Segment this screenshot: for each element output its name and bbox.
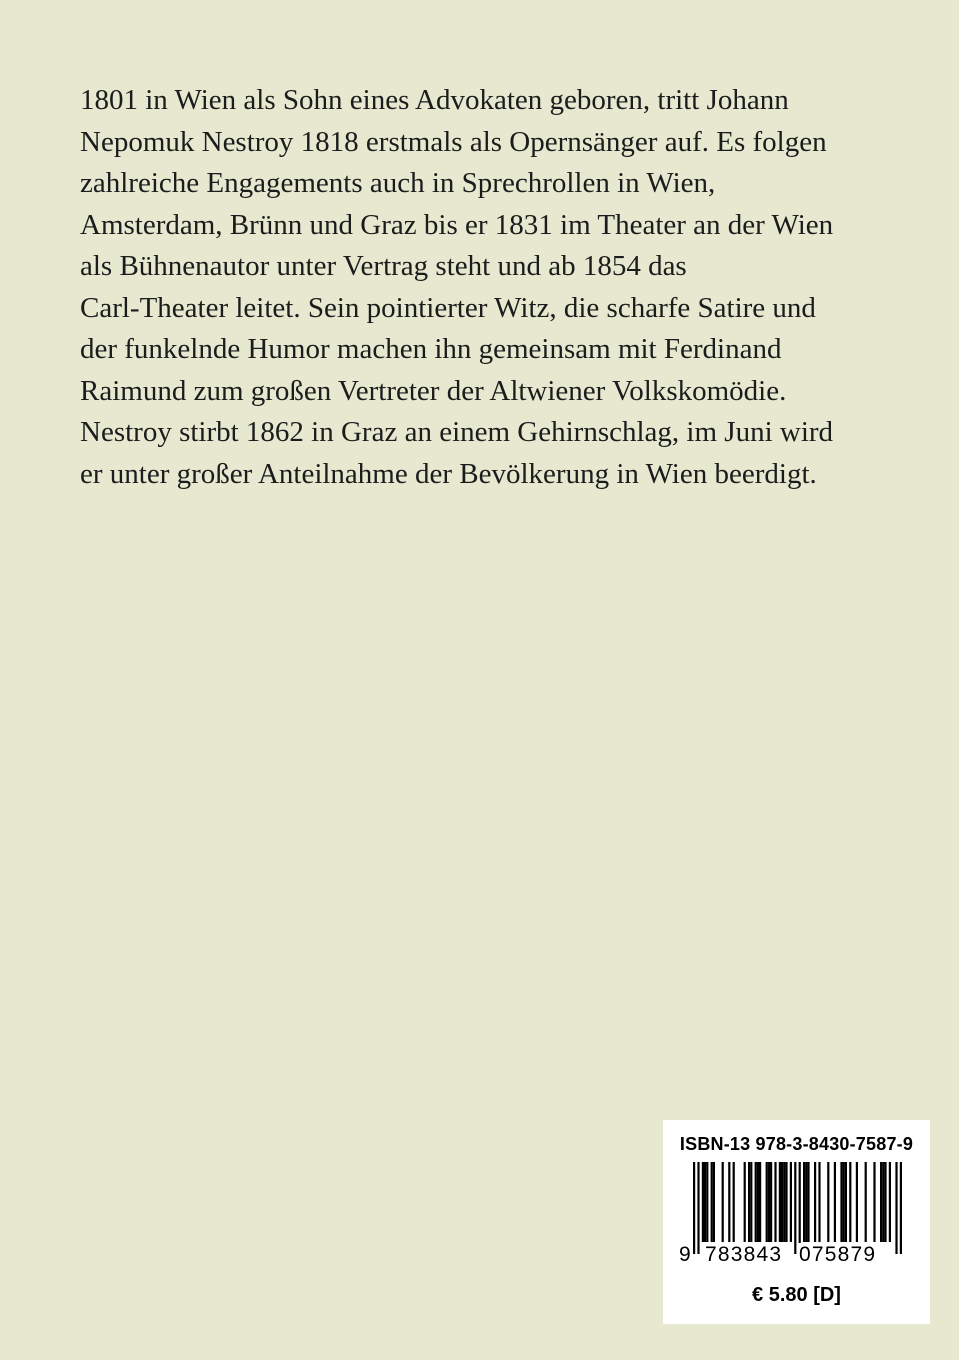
barcode-bar: [880, 1162, 882, 1242]
price-label: € 5.80 [D]: [752, 1284, 841, 1306]
barcode-digits-right: 075879: [799, 1243, 877, 1266]
barcode-digits: [677, 1243, 917, 1267]
back-cover-blurb: [80, 80, 900, 495]
barcode-bar: [759, 1162, 761, 1242]
barcode-digits-left: 783843: [705, 1243, 783, 1266]
barcode-bar: [884, 1162, 886, 1242]
barcode-bar: [843, 1162, 845, 1242]
blurb-line: er unter großer Anteilnahme der Bevölkerung in Wien beerdigt.: [80, 457, 817, 490]
barcode-bar: [807, 1162, 809, 1242]
barcode-bar: [827, 1162, 829, 1242]
barcode-bar: [711, 1162, 713, 1242]
blurb-line: Nepomuk Nestroy 1818 erstmals als Opernsänger auf. Es folgen: [80, 125, 827, 158]
barcode-bar: [748, 1162, 750, 1242]
barcode-bar: [845, 1162, 847, 1242]
barcode-bar: [790, 1162, 792, 1242]
barcode-bar: [766, 1162, 768, 1242]
barcode-bar: [697, 1162, 699, 1254]
barcode-bar: [805, 1162, 807, 1242]
barcode-bar: [849, 1162, 851, 1242]
barcode-bar: [757, 1162, 759, 1242]
barcode-icon: [681, 1162, 913, 1254]
barcode-bar: [768, 1162, 770, 1242]
blurb-line: Carl-Theater leitet. Sein pointierter Witz, die scharfe Satire und: [80, 291, 816, 324]
barcode-bar: [781, 1162, 783, 1242]
barcode-bar: [873, 1162, 875, 1242]
barcode-bar: [722, 1162, 724, 1242]
blurb-line: als Bühnenautor unter Vertrag steht und ab 1854 das: [80, 250, 687, 282]
barcode-bar: [704, 1162, 706, 1242]
barcode-bar: [818, 1162, 820, 1242]
barcode-bar: [814, 1162, 816, 1242]
barcode-bar: [794, 1162, 796, 1254]
barcode-bar: [733, 1162, 735, 1242]
barcode-bar: [889, 1162, 891, 1242]
barcode-bar: [799, 1162, 801, 1254]
blurb-line: Nestroy stirbt 1862 in Graz an einem Gehirnschlag, im Juni wird: [80, 416, 834, 448]
barcode-bar: [706, 1162, 708, 1242]
isbn-barcode-label: [663, 1120, 930, 1324]
barcode-bar: [744, 1162, 746, 1242]
barcode-bar: [840, 1162, 842, 1242]
barcode-bar: [750, 1162, 752, 1242]
blurb-line: 1801 in Wien als Sohn eines Advokaten geboren, tritt Johann: [80, 84, 789, 116]
isbn-number: ISBN-13 978-3-8430-7587-9: [679, 1134, 914, 1154]
barcode-bar: [783, 1162, 785, 1242]
blurb-line: Amsterdam, Brünn und Graz bis er 1831 im Theater an der Wien: [80, 208, 834, 241]
blurb-line: Raimund zum großen Vertreter der Altwiener Volkskomödie.: [80, 374, 787, 407]
barcode-bar: [834, 1162, 836, 1242]
barcode-bar: [702, 1162, 704, 1242]
blurb-line: der funkelnde Humor machen ihn gemeinsam mit Ferdinand: [80, 333, 782, 365]
blurb-line: zahlreiche Engagements auch in Sprechrollen in Wien,: [80, 167, 716, 199]
barcode-bar: [728, 1162, 730, 1242]
barcode-bar: [865, 1162, 867, 1242]
barcode-bar: [803, 1162, 805, 1242]
barcode-bar: [900, 1162, 902, 1254]
barcode-bar: [770, 1162, 772, 1242]
barcode-digit-first: 9: [679, 1243, 691, 1266]
barcode-bar: [882, 1162, 884, 1242]
barcode-bar: [779, 1162, 781, 1242]
barcode-bar: [895, 1162, 897, 1254]
barcode-bar: [755, 1162, 757, 1242]
barcode-bar: [774, 1162, 776, 1242]
barcode-bar: [785, 1162, 787, 1242]
barcode-bar: [713, 1162, 715, 1242]
barcode-bar: [693, 1162, 695, 1254]
barcode-bar: [856, 1162, 858, 1242]
